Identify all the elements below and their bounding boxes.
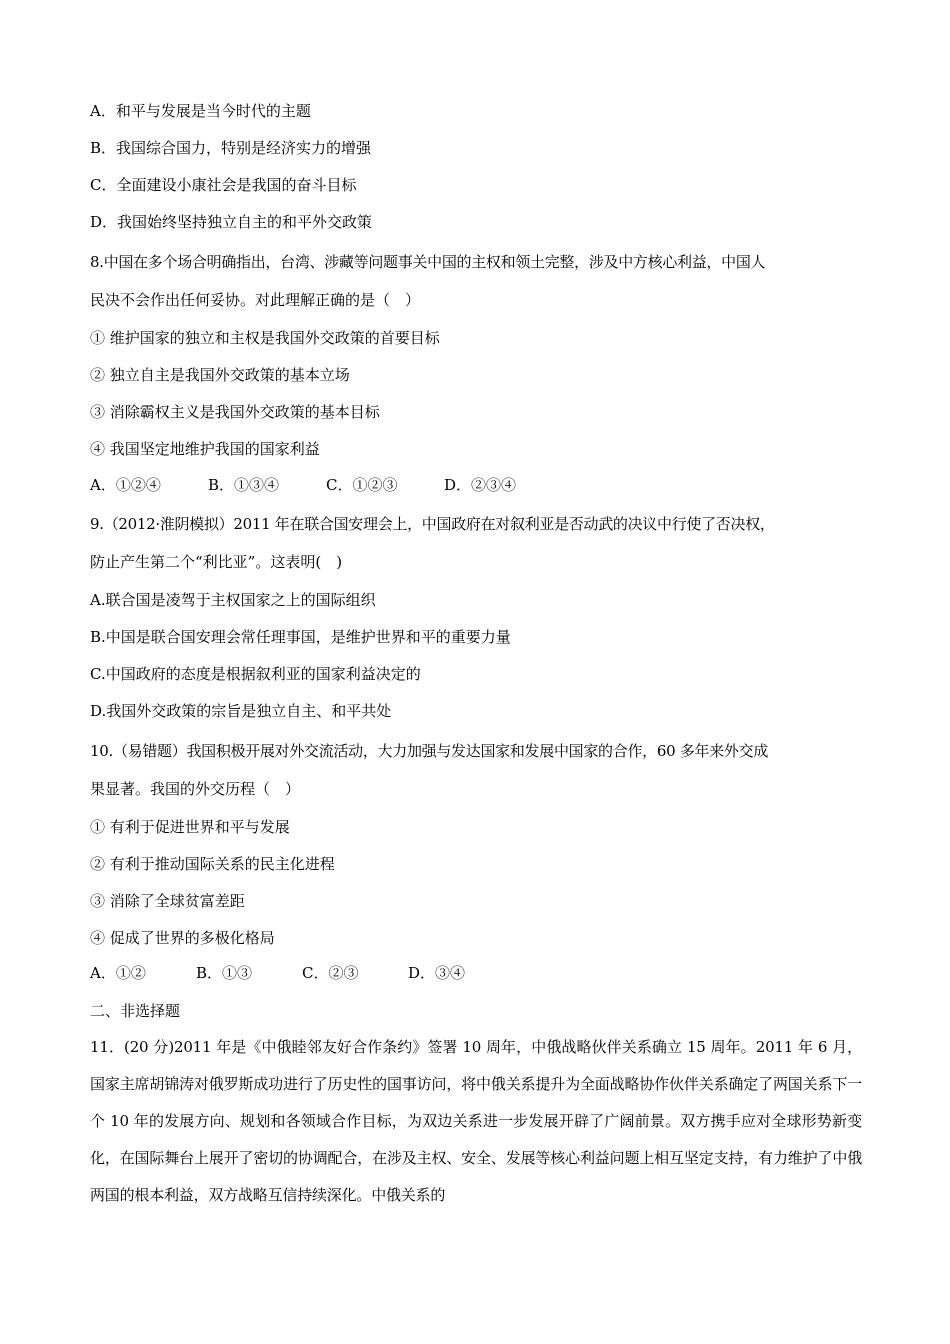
q9-option-c: C.中国政府的态度是根据叙利亚的国家利益决定的 <box>90 665 421 683</box>
q10-stem-line1: 10.（易错题）我国积极开展对外交流活动，大力加强与发达国家和发展中国家的合作，60 多年来外交成 <box>90 742 769 760</box>
q7-option-a: A．和平与发展是当今时代的主题 <box>90 102 311 120</box>
q8-choice-b: B．①③④ <box>208 476 280 494</box>
section2-heading: 二、非选择题 <box>90 1002 181 1020</box>
q11-passage: 11．(20 分)2011 年是《中俄睦邻友好合作条约》签署 10 周年，中俄战略伙伴关系确立 15 周年。2011 年 6 月，国家主席胡锦涛对俄罗斯成功进行了历史性的国事访问，将中俄关系提升为全面战略协作伙伴关系确定了两国关系下一个 10 年的发展方向、规划和各领域合作目标，为双边关系进一步发展开辟了广阔前景。双方携手应对全球形势新变化，在国际舞台上展开了密切的协调配合，在涉及主权、安全、发展等核心利益问题上相互坚定支持，有力维护了中俄两国的根本利益，双方战略互信持续深化。中俄关系的 <box>90 1038 862 1204</box>
q10-choices <box>90 963 465 983</box>
q10-statement-1: ① 有利于促进世界和平与发展 <box>90 818 290 836</box>
q10-choice-c: C．②③ <box>302 964 359 982</box>
q10-statement-4: ④ 促成了世界的多极化格局 <box>90 929 275 947</box>
q8-choice-a: A．①②④ <box>90 476 161 494</box>
q7-option-c: C．全面建设小康社会是我国的奋斗目标 <box>90 176 357 194</box>
q7-option-d: D．我国始终坚持独立自主的和平外交政策 <box>90 213 373 231</box>
q10-choice-d: D．③④ <box>408 964 466 982</box>
q10-choice-b: B．①③ <box>196 964 253 982</box>
q8-statement-2: ② 独立自主是我国外交政策的基本立场 <box>90 366 350 384</box>
q8-statement-4: ④ 我国坚定地维护我国的国家利益 <box>90 440 320 458</box>
q9-option-d: D.我国外交政策的宗旨是独立自主、和平共处 <box>90 702 392 720</box>
q8-statement-3: ③ 消除霸权主义是我国外交政策的基本目标 <box>90 403 380 421</box>
q10-statement-2: ② 有利于推动国际关系的民主化进程 <box>90 855 335 873</box>
q8-choice-d: D．②③④ <box>444 476 517 494</box>
q10-statement-3: ③ 消除了全球贫富差距 <box>90 892 245 910</box>
q9-stem-line2: 防止产生第二个“利比亚”。这表明( ) <box>90 553 343 571</box>
q8-choices <box>90 475 516 495</box>
q7-option-b: B．我国综合国力，特别是经济实力的增强 <box>90 139 372 157</box>
q9-option-a: A.联合国是凌驾于主权国家之上的国际组织 <box>90 591 376 609</box>
q8-statement-1: ① 维护国家的独立和主权是我国外交政策的首要目标 <box>90 329 440 347</box>
q9-option-b: B.中国是联合国安理会常任理事国，是维护世界和平的重要力量 <box>90 628 511 646</box>
q10-stem-line2: 果显著。我国的外交历程（ ） <box>90 780 301 798</box>
q8-stem-line2: 民决不会作出任何妥协。对此理解正确的是（ ） <box>90 291 421 309</box>
q10-choice-a: A．①② <box>90 964 146 982</box>
q8-choice-c: C．①②③ <box>326 476 398 494</box>
q9-stem-line1: 9.（2012·淮阴模拟）2011 年在联合国安理会上，中国政府在对叙利亚是否动武的决议中行使了否决权， <box>90 515 775 533</box>
q8-stem-line1: 8.中国在多个场合明确指出，台湾、涉藏等问题事关中国的主权和领土完整，涉及中方核心利益，中国人 <box>90 253 766 271</box>
